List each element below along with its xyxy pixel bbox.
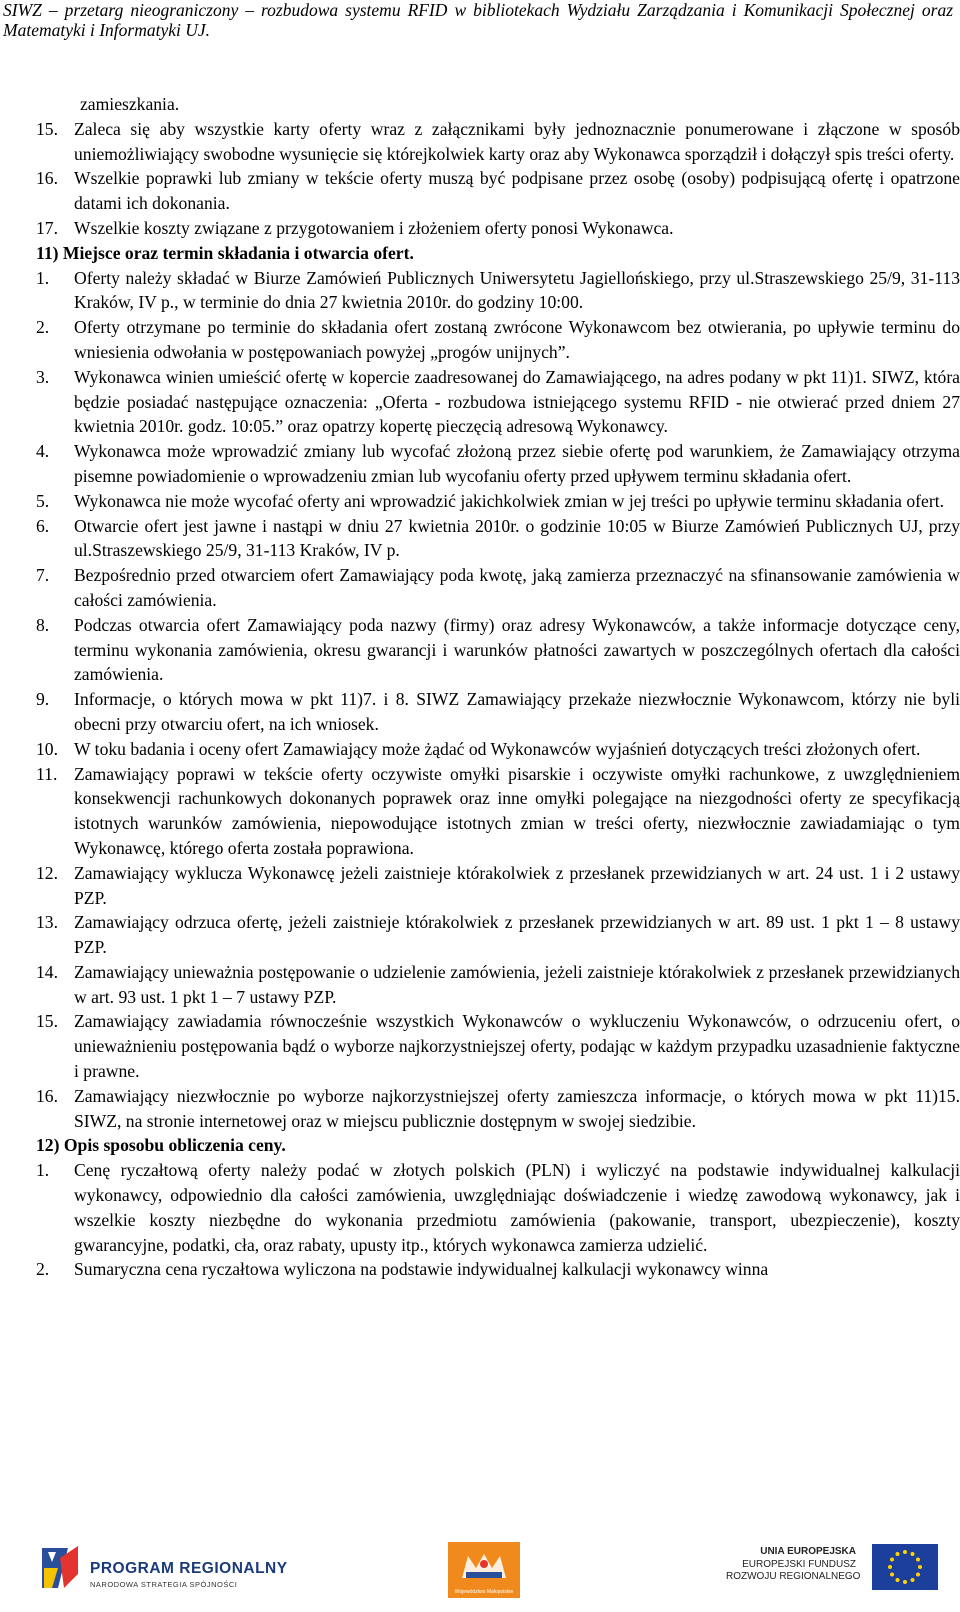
list-item-number: 2. bbox=[36, 317, 50, 338]
eu-star-icon bbox=[903, 1550, 907, 1554]
eu-star-icon bbox=[911, 1578, 915, 1582]
list-item bbox=[36, 216, 960, 241]
list-item bbox=[36, 266, 960, 316]
eu-star-icon bbox=[916, 1573, 920, 1577]
list-item-number: 9. bbox=[36, 689, 50, 710]
program-regionalny-emblem-icon bbox=[38, 1544, 84, 1592]
list-item-number: 11. bbox=[36, 763, 58, 784]
list-item-number: 1. bbox=[36, 1160, 50, 1181]
eu-flag-icon bbox=[872, 1544, 938, 1590]
list-items-a bbox=[36, 117, 960, 241]
list-item-text: Sumaryczna cena ryczałtowa wyliczona na podstawie indywidualnej kalkulacji wykonawcy winna bbox=[74, 1259, 769, 1280]
list-item-text: Oferty otrzymane po terminie do składania ofert zostaną zwrócone Wykonawcom bez otwierania, po upływie terminu do wniesienia odwołania w postępowaniach powyżej „progów unijnych”. bbox=[74, 317, 960, 362]
malopolska-label: Województwo Małopolskie bbox=[454, 1589, 514, 1595]
eu-star-icon bbox=[916, 1558, 920, 1562]
list-item bbox=[36, 1009, 960, 1083]
malopolska-logo bbox=[448, 1542, 520, 1598]
section-heading-12: 12) Opis sposobu obliczenia ceny. bbox=[36, 1135, 286, 1156]
list-item-text: Otwarcie ofert jest jawne i nastąpi w dniu 27 kwietnia 2010r. o godzinie 10:05 w Biurze Zamówień Publicznych UJ, przy ul.Straszewskiego 25/9, 31-113 Kraków, IV p. bbox=[74, 515, 960, 561]
list-item-text: Wszelkie poprawki lub zmiany w tekście oferty muszą być podpisane przez osobę (osoby) podpisującą ofertę i opatrzone datami ich dokonania. bbox=[74, 168, 960, 214]
list-item bbox=[36, 514, 960, 564]
list-item bbox=[36, 687, 960, 737]
eu-line-3: ROZWOJU REGIONALNEGO bbox=[726, 1571, 861, 1582]
list-item bbox=[36, 1158, 960, 1257]
eu-star-icon bbox=[890, 1573, 894, 1577]
list-item bbox=[36, 613, 960, 687]
section-heading-11: 11) Miejsce oraz termin składania i otwarcia ofert. bbox=[36, 242, 414, 263]
list-item-number: 13. bbox=[36, 912, 58, 933]
list-item bbox=[36, 737, 960, 762]
eu-star-icon bbox=[911, 1552, 915, 1556]
list-items-b bbox=[36, 266, 960, 1134]
eu-star-icon bbox=[903, 1580, 907, 1584]
list-item bbox=[36, 563, 960, 613]
list-item bbox=[36, 489, 960, 514]
intro-line: zamieszkania. bbox=[80, 94, 180, 114]
list-item bbox=[36, 1257, 960, 1282]
list-item-text: Zamawiający odrzuca ofertę, jeżeli zaistnieje którakolwiek z przesłanek przewidzianych w art. 89 ust. 1 pkt 1 – 8 ustawy PZP. bbox=[74, 912, 960, 958]
list-item-text: Zamawiający niezwłocznie po wyborze najkorzystniejszej oferty zamieszcza informacje, o których mowa w pkt 11)15. SIWZ, na stronie internetowej oraz w miejscu publicznie dostępnym w swojej siedzibie. bbox=[74, 1085, 960, 1131]
list-item-text: Zamawiający poprawi w tekście oferty oczywiste omyłki pisarskie i oczywiste omyłki rachunkowe, z uwzględnieniem konsekwencji rachunkowych dokonanych poprawek oraz inne omyłki polegające na niezgodności oferty ze specyfikacją istotnych warunków zamówienia, niepowodujące istotnych zmian w treści oferty, niezwłocznie zawiadamiając o tym Wykonawcę, którego oferta została poprawiona. bbox=[74, 763, 960, 858]
document-body bbox=[36, 92, 960, 1282]
list-item-text: Zamawiający zawiadamia równocześnie wszystkich Wykonawców o wykluczeniu Wykonawców, o odrzuceniu ofert, o unieważnieniu postępowania bądź o wyborze najkorzystniejszej oferty, podając w każdym przypadku uzasadnienie faktyczne i prawne. bbox=[74, 1011, 960, 1082]
list-item-text: Wszelkie koszty związane z przygotowaniem i złożeniem oferty ponosi Wykonawca. bbox=[74, 217, 674, 238]
list-item-text: Bezpośrednio przed otwarciem ofert Zamawiający poda kwotę, jaką zamierza przeznaczyć na sfinansowanie zamówienia w całości zamówienia. bbox=[74, 565, 960, 610]
list-item-number: 2. bbox=[36, 1259, 50, 1280]
list-item bbox=[36, 315, 960, 365]
list-item-number: 12. bbox=[36, 862, 58, 883]
document-header: SIWZ – przetarg nieograniczony – rozbudowa systemu RFID w bibliotekach Wydziału Zarządzania i Komunikacji Społecznej oraz Matematyki i Informatyki UJ. bbox=[3, 0, 953, 40]
eu-star-icon bbox=[896, 1578, 900, 1582]
eu-fund-logo bbox=[728, 1542, 938, 1598]
eu-star-icon bbox=[896, 1552, 900, 1556]
list-items-c bbox=[36, 1158, 960, 1282]
list-item-text: Wykonawca może wprowadzić zmiany lub wycofać złożoną przez siebie ofertę pod warunkiem, że Zamawiający otrzyma pisemne powiadomienie o wprowadzeniu zmian lub wycofaniu oferty przed upływem terminu składania ofert. bbox=[74, 441, 960, 486]
list-item-text: Cenę ryczałtową oferty należy podać w złotych polskich (PLN) i wyliczyć na podstawie indywidualnej kalkulacji wykonawcy, odpowiednio dla całości zamówienia, uwzględniając doświadczenie i wiedzę zawodową wykonawcy, jak i wszelkie koszty niezbędne do wykonania przedmiotu zamówienia (pakowanie, transport, ubezpieczenie), koszty gwarancyjne, podatki, cła, oraz rabaty, upusty itp., których wykonawca zamierza udzielić. bbox=[74, 1160, 960, 1255]
list-item-number: 4. bbox=[36, 441, 50, 462]
program-regionalny-logo bbox=[38, 1542, 288, 1598]
list-item-text: Zamawiający wyklucza Wykonawcę jeżeli zaistnieje którakolwiek z przesłanek przewidzianych w art. 24 ust. 1 i 2 ustawy PZP. bbox=[74, 862, 960, 908]
list-item-number: 16. bbox=[36, 1085, 58, 1106]
list-item bbox=[36, 762, 960, 861]
list-item-text: Informacje, o których mowa w pkt 11)7. i 8. SIWZ Zamawiający przekaże niezwłocznie Wykonawcom, którzy nie byli obecni przy otwarciu ofert, na ich wniosek. bbox=[74, 689, 960, 734]
list-item-text: Wykonawca winien umieścić ofertę w kopercie zaadresowanej do Zamawiającego, na adres podany w pkt 11)1. SIWZ, która będzie posiadać następujące oznaczenia: „Oferta - rozbudowa istniejącego systemu RFID - nie otwierać przed dniem 27 kwietnia 2010r. godz. 10:05.” oraz opatrzy kopertę pieczęcią adresową Wykonawcy. bbox=[74, 366, 960, 437]
eu-line-2: EUROPEJSKI FUNDUSZ bbox=[742, 1559, 856, 1570]
list-item-text: Oferty należy składać w Biurze Zamówień Publicznych Uniwersytetu Jagiellońskiego, przy ul.Straszewskiego 25/9, 31-113 Kraków, IV p., w terminie do dnia 27 kwietnia 2010r. do godziny 10:00. bbox=[74, 267, 960, 313]
list-item-number: 6. bbox=[36, 515, 50, 536]
eu-star-icon bbox=[918, 1565, 922, 1569]
list-item-number: 8. bbox=[36, 614, 50, 635]
list-item bbox=[36, 117, 960, 167]
list-item bbox=[36, 1084, 960, 1134]
list-item bbox=[36, 365, 960, 439]
list-item-text: Zamawiający unieważnia postępowanie o udzielenie zamówienia, jeżeli zaistnieje którakolwiek z przesłanek przewidzianych w art. 93 ust. 1 pkt 1 – 7 ustawy PZP. bbox=[74, 961, 960, 1007]
list-item-text: Zaleca się aby wszystkie karty oferty wraz z załącznikami były jednoznacznie ponumerowane i złączone w sposób uniemożliwiający swobodne wysunięcie się którejkolwiek karty oraz aby Wykonawca sporządził i dołączył spis treści oferty. bbox=[74, 118, 960, 164]
list-item bbox=[36, 439, 960, 489]
list-item bbox=[36, 861, 960, 911]
list-item-text: Podczas otwarcia ofert Zamawiający poda nazwy (firmy) oraz adresy Wykonawców, a także informacje dotyczące ceny, terminu wykonania zamówienia, okresu gwarancji i warunków płatności zawartych w poszczególnych ofertach dla całości zamówienia. bbox=[74, 614, 960, 685]
program-subtitle: NARODOWA STRATEGIA SPÓJNOŚCI bbox=[90, 1580, 238, 1589]
list-item bbox=[36, 910, 960, 960]
program-title: PROGRAM REGIONALNY bbox=[90, 1560, 288, 1577]
list-item-number: 1. bbox=[36, 267, 50, 288]
list-item-text: Wykonawca nie może wycofać oferty ani wprowadzić jakichkolwiek zmian w jej treści po upływie terminu składania ofert. bbox=[74, 490, 944, 511]
list-item-number: 10. bbox=[36, 738, 58, 759]
list-item bbox=[36, 166, 960, 216]
eu-star-icon bbox=[890, 1558, 894, 1562]
list-item-text: W toku badania i oceny ofert Zamawiający może żądać od Wykonawców wyjaśnień dotyczących treści złożonych ofert. bbox=[74, 738, 921, 759]
list-item-number: 14. bbox=[36, 961, 58, 982]
list-item-number: 16. bbox=[36, 168, 58, 189]
eu-star-icon bbox=[888, 1565, 892, 1569]
list-item-number: 5. bbox=[36, 490, 50, 511]
list-item-number: 7. bbox=[36, 565, 50, 586]
list-item bbox=[36, 960, 960, 1010]
eu-line-1: UNIA EUROPEJSKA bbox=[760, 1546, 856, 1557]
list-item-number: 3. bbox=[36, 366, 50, 387]
footer-logos bbox=[0, 1530, 960, 1612]
list-item-number: 15. bbox=[36, 118, 58, 139]
list-item-number: 15. bbox=[36, 1011, 58, 1032]
list-item-number: 17. bbox=[36, 217, 58, 238]
